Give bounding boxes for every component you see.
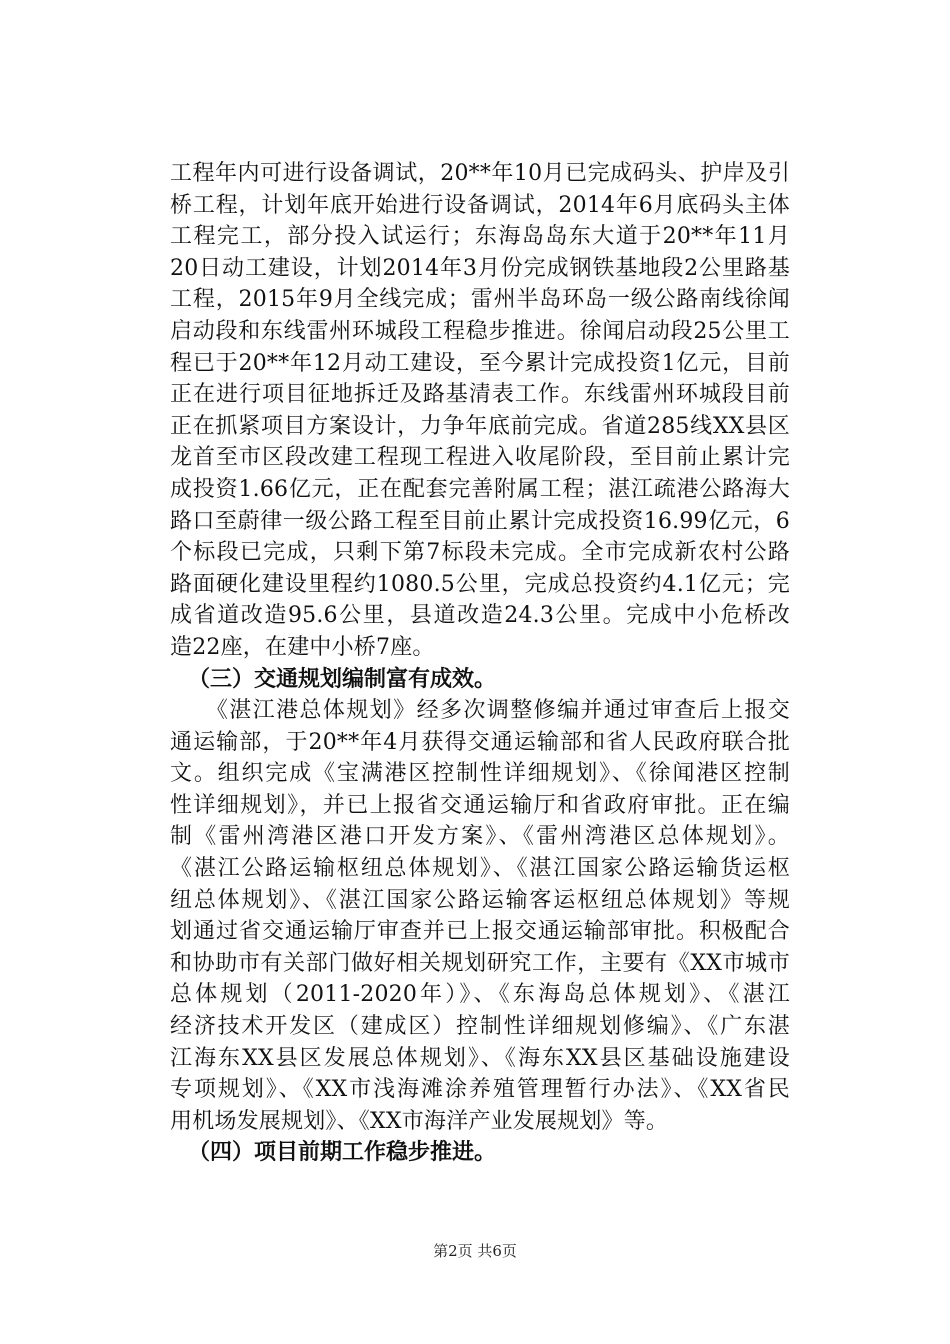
text-line: 和协助市有关部门做好相关规划研究工作，主要有《XX市城市 (170, 950, 790, 976)
section-heading-3: （三）交通规划编制富有成效。 (188, 666, 497, 692)
text-line: 龙首至市区段改建工程现工程进入收尾阶段，至目前止累计完 (170, 445, 790, 471)
text-line: 程已于20**年12月动工建设，至今累计完成投资1亿元，目前 (170, 350, 790, 376)
text-line: 工程，2015年9月全线完成；雷州半岛环岛一级公路南线徐闻 (170, 287, 790, 313)
text-line: 总体规划（2011-2020年）》、《东海岛总体规划》、《湛江 (170, 982, 790, 1008)
text-line: 纽总体规划》、《湛江国家公路运输客运枢纽总体规划》等规 (170, 887, 790, 913)
text-line: 工程年内可进行设备调试，20**年10月已完成码头、护岸及引 (170, 161, 790, 186)
text-line: 通运输部，于20**年4月获得交通运输部和省人民政府联合批 (170, 729, 790, 755)
text-line: 专项规划》、《XX市浅海滩涂养殖管理暂行办法》、《XX省民 (170, 1077, 790, 1103)
text-line: 划通过省交通运输厅审查并已上报交通运输部审批。积极配合 (170, 919, 790, 945)
text-line: 桥工程，计划年底开始进行设备调试，2014年6月底码头主体 (170, 192, 790, 218)
text-line: 启动段和东线雷州环城段工程稳步推进。徐闻启动段25公里工 (170, 318, 790, 344)
paragraph-planning (170, 695, 790, 1137)
text-line: 造22座，在建中小桥7座。 (170, 634, 435, 660)
text-line: 正在进行项目征地拆迁及路基清表工作。东线雷州环城段目前 (170, 382, 790, 408)
text-line: 路口至蔚律一级公路工程至目前止累计完成投资16.99亿元，6 (170, 508, 790, 534)
text-line: 正在抓紧项目方案设计，力争年底前完成。省道285线XX县区 (170, 413, 790, 439)
text-line: 成省道改造95.6公里，县道改造24.3公里。完成中小危桥改 (170, 603, 790, 629)
text-line: 路面硬化建设里程约1080.5公里，完成总投资约4.1亿元；完 (170, 571, 790, 597)
text-line: 性详细规划》，并已上报省交通运输厅和省政府审批。正在编 (170, 792, 790, 818)
text-line: 经济技术开发区（建成区）控制性详细规划修编》、《广东湛 (170, 1014, 790, 1040)
document-body (170, 158, 790, 1169)
text-line: 工程完工，部分投入试运行；东海岛岛东大道于20**年11月 (170, 224, 790, 250)
text-line: 20日动工建设，计划2014年3月份完成钢铁基地段2公里路基 (170, 255, 790, 281)
page-footer: 第2页 共6页 (433, 1242, 517, 1260)
text-line: 《湛江港总体规划》经多次调整修编并通过审查后上报交 (170, 698, 790, 724)
text-line: 江海东XX县区发展总体规划》、《海东XX县区基础设施建设 (170, 1045, 790, 1071)
text-line: 成投资1.66亿元，正在配套完善附属工程；湛江疏港公路海大 (170, 476, 790, 502)
text-line: 《湛江公路运输枢纽总体规划》、《湛江国家公路运输货运枢 (170, 856, 790, 882)
section-heading-4: （四）项目前期工作稳步推进。 (188, 1140, 497, 1166)
text-line: 用机场发展规划》、《XX市海洋产业发展规划》等。 (170, 1108, 669, 1134)
text-line: 个标段已完成，只剩下第7标段未完成。全市完成新农村公路 (170, 540, 790, 566)
text-line: 制《雷州湾港区港口开发方案》、《雷州湾港区总体规划》。 (170, 824, 790, 850)
paragraph-project-progress (170, 158, 790, 664)
text-line: 文。组织完成《宝满港区控制性详细规划》、《徐闻港区控制 (170, 761, 790, 787)
